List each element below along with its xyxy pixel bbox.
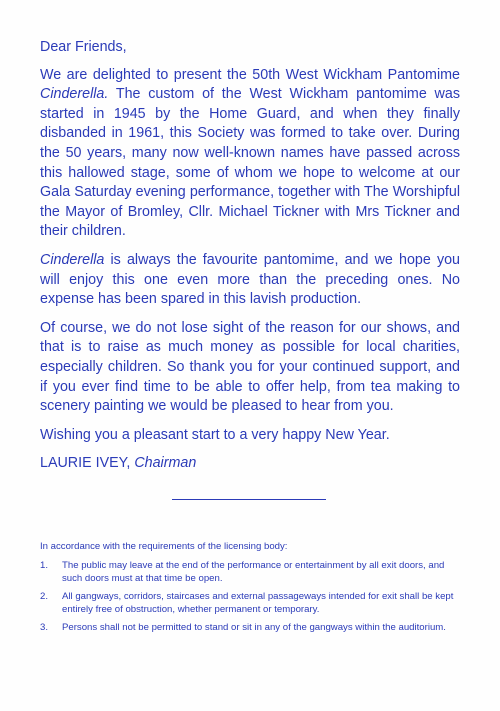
paragraph-1-text-start: We are delighted to present the 50th West Wickham Pantomime	[40, 66, 460, 83]
notice-item	[40, 590, 460, 616]
notice-item-text: All gangways, corridors, staircases and external passageways intended for exit shall be kept entirely free of obstruction, whether permanent or temporary.	[62, 591, 454, 615]
notice-item	[40, 559, 460, 585]
letter-paragraph-4: Wishing you a pleasant start to a very happy New Year.	[40, 426, 390, 443]
letter-signature	[40, 454, 460, 474]
signature-name: LAURIE IVEY,	[40, 455, 135, 472]
notice-item-number: 3.	[40, 622, 49, 633]
licensing-notice	[40, 540, 460, 639]
notice-item-text: Persons shall not be permitted to stand or sit in any of the gangways within the auditorium.	[62, 622, 446, 633]
letter-greeting: Dear Friends,	[40, 39, 127, 55]
divider-rule	[172, 499, 326, 500]
signature-role: Chairman	[134, 455, 197, 472]
paragraph-2-text: is always the favourite pantomime, and we hope you will enjoy this one even more than the preceding ones. No expense has been spared in this lavish production.	[40, 251, 460, 308]
letter-paragraph-3: Of course, we do not lose sight of the reason for our shows, and that is to raise as much money as possible for local charities, especially children. So thank you for your continued support, and if you ever find time to be able to offer help, from tea making to scenery painting we would be pleased to hear from you.	[40, 319, 460, 415]
show-title: Cinderella	[40, 251, 105, 268]
notice-item-number: 2.	[40, 591, 49, 602]
notice-item	[40, 621, 460, 634]
notice-intro: In accordance with the requirements of the licensing body:	[40, 541, 288, 552]
notice-list	[40, 559, 460, 634]
notice-item-number: 1.	[40, 560, 49, 571]
show-title: Cinderella.	[40, 86, 109, 103]
paragraph-1-text-end: The custom of the West Wickham pantomime was started in 1945 by the Home Guard, and when they finally disbanded in 1961, this Society was formed to take over. During the 50 years, many now well-known names have passed across this hallowed stage, some of whom we hope to welcome at our Gala Saturday evening performance, together with The Worshipful the Mayor of Bromley, Cllr. Michael Tickner with Mrs Tickner and their children.	[40, 86, 460, 240]
letter-body	[40, 38, 460, 483]
letter-paragraph-1	[40, 66, 460, 242]
notice-item-text: The public may leave at the end of the performance or entertainment by all exit doors, and such doors must at that time be open.	[62, 560, 445, 584]
letter-paragraph-2	[40, 251, 460, 310]
